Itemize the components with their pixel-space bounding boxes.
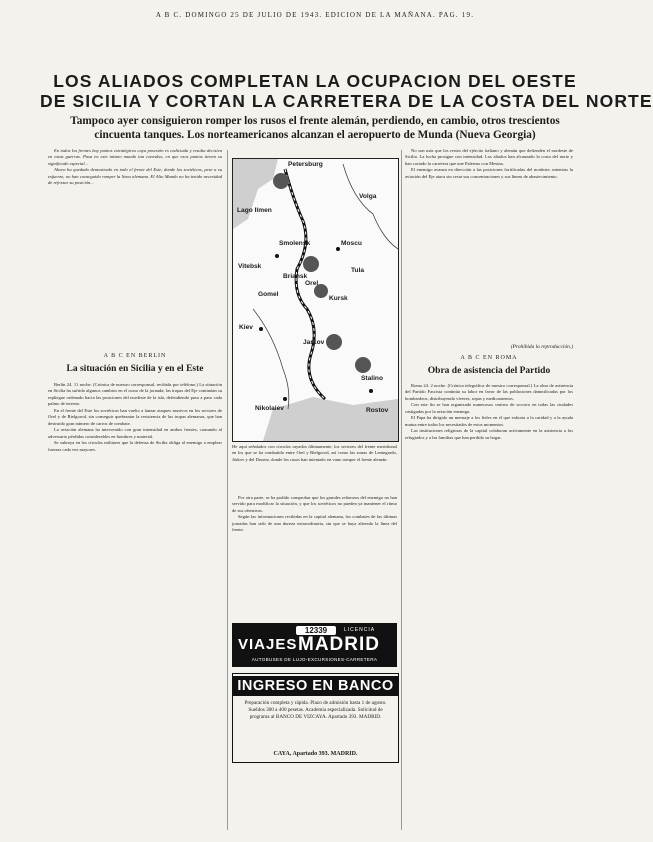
ad-banco-footer: CAYA, Apartado 393. MADRID. <box>273 751 358 757</box>
section-label-berlin: A B C EN BERLIN <box>103 353 167 359</box>
map-label-tula: Tula <box>351 267 365 274</box>
map-label-kursk: Kursk <box>329 295 348 302</box>
map-graphic <box>233 159 398 441</box>
city-marker <box>369 389 373 393</box>
column-rule <box>401 150 402 830</box>
eastern-front-map <box>232 158 399 442</box>
headline-line-2: DE SICILIA Y CORTAN LA CARRETERA DE LA COSTA DEL NORTE <box>40 91 653 111</box>
combat-zone-leningrad <box>273 173 289 189</box>
paragraph: Por otra parte, se ha podido comprobar que los grandes refuerzos del enemigo no han servido para modificar la situación, y que los soviéticos no pueden ya mantener el ritmo de sus ofensivas. <box>232 495 397 513</box>
ad-license: LICENCIA <box>344 627 376 633</box>
map-label-rostov: Rostov <box>366 407 389 414</box>
berlin-article <box>48 382 222 827</box>
paragraph: En todos los frentes hay puntos estratégicos cuya posesión es codiciada y resulta decisiva en estas guerras. Pasa en este mismo mundo tan convulso, en que esos puntos tienen su significado especial... <box>48 148 222 166</box>
ad-brand-madrid: MADRID <box>298 634 380 655</box>
ad-brand-viajes: VIAJES <box>238 636 298 653</box>
map-label-orel: Orel <box>305 280 319 287</box>
reproduction-credit: (Prohibida la reproducción.) <box>510 344 573 350</box>
ingreso-banco-ad <box>232 673 399 763</box>
map-label-kiev: Kiev <box>239 324 253 331</box>
map-label-vitebsk: Vitebsk <box>238 263 262 270</box>
page-header: A B C. DOMINGO 25 DE JULIO DE 1943. EDICION DE LA MAÑANA. PAG. 19. <box>155 11 475 19</box>
intro-article <box>48 148 222 340</box>
subheadline-line-2: cincuenta tanques. Los norteamericanos alcanzan el aeropuerto de Munda (Nueva Georgia) <box>94 129 536 141</box>
paragraph: Ahora ha quedado demostrado en todo el frente del Este, donde los soviéticos, pese a su esfuerzo, no han conseguido romper la línea alemana. El Alto Mando no ha tenido necesidad de reforzar su posición... <box>48 167 222 186</box>
front-article <box>232 495 397 619</box>
section-title-berlin: La situación en Sicilia y en el Este <box>66 364 204 374</box>
ad-phone: 12339 <box>296 626 336 635</box>
map-label-gomel: Gomel <box>258 291 279 298</box>
dnieper-river <box>253 309 289 409</box>
ad-tagline: AUTOBUSES DE LUJO-EXCURSIONES-CARRETERA <box>251 657 378 662</box>
volga-river <box>343 164 398 249</box>
column-rule <box>227 150 228 830</box>
combat-zone-jarkov <box>326 334 342 350</box>
map-label-nikolaiev: Nikolaiev <box>255 405 284 412</box>
subheadline-line-1: Tampoco ayer consiguieron romper los rusos el frente alemán, perdiendo, en cambio, otros trescientos <box>70 115 560 127</box>
paragraph: El enemigo avanza en dirección a las posiciones fortificadas del nordeste, mientras la aviación del Eje ataca sin cesar sus concentraciones y sus líneas de abastecimiento. <box>405 167 573 179</box>
baltic-sea-shape <box>233 159 278 229</box>
map-label-moscu: Moscu <box>341 240 362 247</box>
black-sea-shape <box>263 397 398 441</box>
map-label-petersburg: Petersburg <box>288 161 323 168</box>
paragraph: Se subraya en los círculos militares que la defensa de Sicilia obliga al enemigo a emplear fuerzas cada vez mayores. <box>48 440 222 452</box>
paragraph: El Papa ha dirigido un mensaje a los fieles en el que exhorta a la caridad y a la ayuda mutua entre todos los necesitados de estos momentos. <box>405 415 573 427</box>
paragraph: Según las informaciones recibidas en la capital alemana, los combates de las últimas jornadas han sido de una dureza extraordinaria, sin que se haya alterado la línea del frente. <box>232 514 397 533</box>
section-title-roma: Obra de asistencia del Partido <box>427 366 551 376</box>
map-label-stalino: Stalino <box>361 375 383 382</box>
headline-line-1: LOS ALIADOS COMPLETAN LA OCUPACION DEL OESTE <box>53 71 577 91</box>
map-label-jarkov: Jarkov <box>303 339 325 346</box>
paragraph: No son más que los restos del ejército italiano y alemán que defienden el nordeste de Sicilia. La lucha prosigue con intensidad. Los aliados han alcanzado la costa del norte y han cortado la carretera que une Palermo con Mesina. <box>405 148 573 166</box>
city-marker <box>259 327 263 331</box>
paragraph: Berlín 24. 11 noche. (Crónica de nuestro corresponsal, recibida por teléfono.) La situación en Sicilia ha sufrido algunos cambios en el curso de la jornada; las tropas del Eje continúan su repliegue ordenado hacia las posiciones del nordeste de la isla, defendiendo paso a paso cada palmo de terreno. <box>48 382 222 407</box>
ad-banco-text: Preparación completa y rápida. Plazo de admisión hasta 1 de agosto. Sueldos 300 a 400 pesetas. Academia especializada. Solicitud de programa al BANCO DE VIZCAYA. Apartado 393. MADRID. <box>244 700 387 720</box>
map-label-ilmen: Lago Ilmen <box>237 207 272 214</box>
sicilia-article-continued <box>405 148 573 344</box>
paragraph: La aviación alemana ha intervenido con gran intensidad en ambos frentes, causando al adversario pérdidas considerables en hombres y material. <box>48 427 222 439</box>
combat-zone-orel <box>303 256 319 272</box>
paragraph: Roma 24. 2 noche. (Crónica telegráfica de nuestro corresponsal.) La obra de asistencia del Partido Fascista continúa su labor en favor de las poblaciones damnificadas por los bombardeos, distribuyendo víveres, ropas y medicamentos. <box>405 383 573 401</box>
city-marker <box>283 397 287 401</box>
roma-article <box>405 383 573 828</box>
combat-zone-donetz <box>355 357 371 373</box>
map-label-smolensk: Smolensk <box>279 240 311 247</box>
map-label-briansk: Briansk <box>283 273 308 280</box>
viajes-madrid-ad <box>232 623 397 667</box>
city-marker <box>275 254 279 258</box>
ad-banco-title: INGRESO EN BANCO <box>233 676 398 696</box>
map-caption: He aquí señalados con círculos rayados últimamente, los sectores del frente meridional en los que se ha combatido entre Orel y Bielgorod, así como las zonas de Leningrado, Járkov y del Donetz, donde los rusos han intentado en vano romper el frente alemán. <box>232 444 397 462</box>
paragraph: Las instituciones religiosas de la capital colaboran activamente en la asistencia a los refugiados y a las familias que han perdido su hogar. <box>405 428 573 440</box>
paragraph: En el frente del Este los soviéticos han vuelto a lanzar ataques masivos en los sectores de Orel y de Bielgorod, sin conseguir quebrantar la resistencia de las tropas alemanas, que han destruido gran número de carros de combate. <box>48 407 222 426</box>
section-label-roma: A B C EN ROMA <box>460 355 518 361</box>
city-marker <box>336 247 340 251</box>
paragraph: Con este fin se han organizado numerosos centros de socorro en todas las ciudades castigadas por la aviación enemiga. <box>405 402 573 414</box>
map-label-volga: Volga <box>359 193 377 200</box>
